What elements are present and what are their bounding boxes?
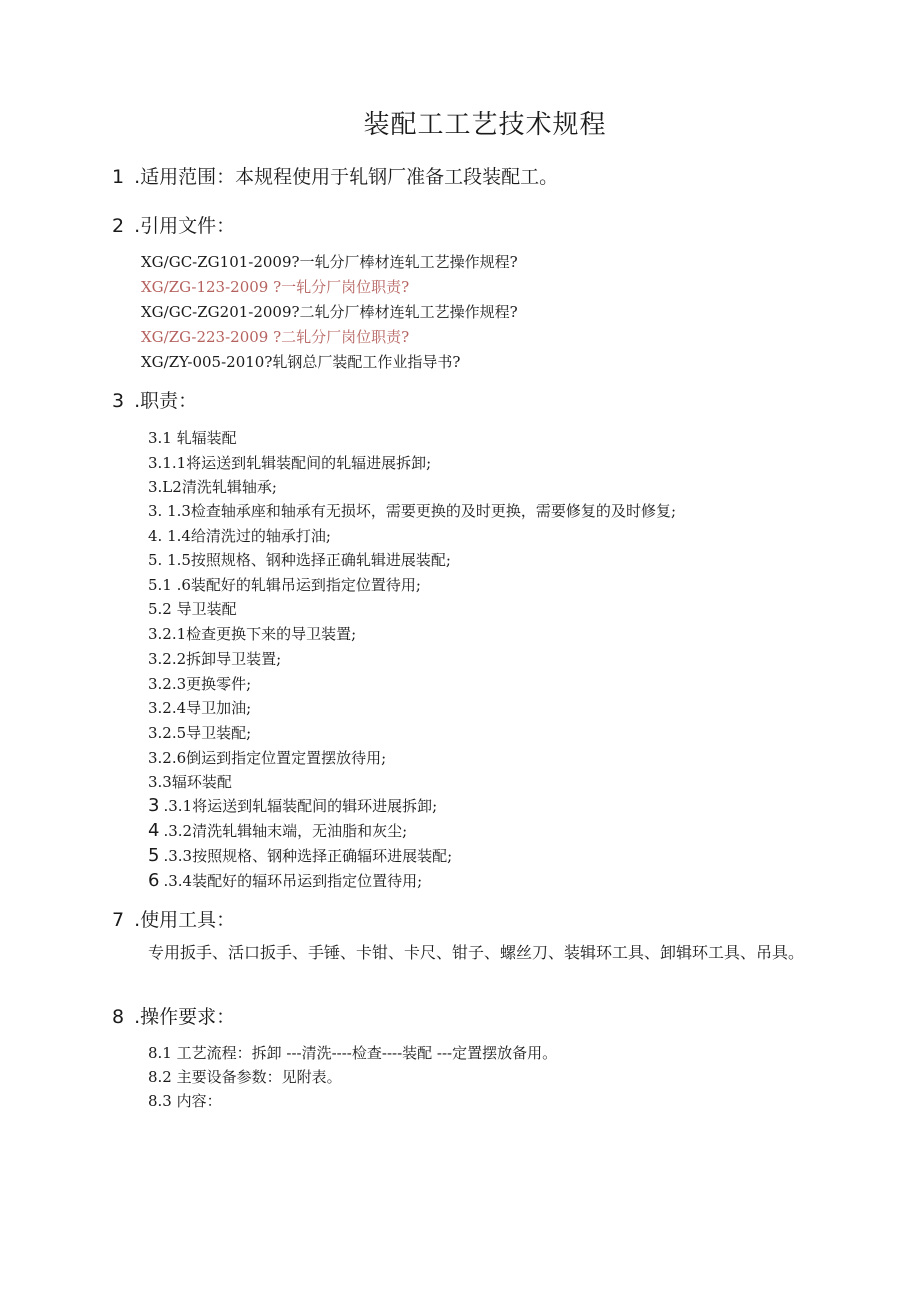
reference-item: XG/GC-ZG101-2009?一轧分厂棒材连轧工艺操作规程? [141, 253, 518, 271]
requirement-item: 8.1 工艺流程：拆卸 ---清洗----检查----装配 ---定置摆放备用。 [148, 1044, 558, 1062]
item-number: 3 [148, 795, 160, 816]
section-text: .操作要求： [134, 1006, 236, 1028]
tools-paragraph: 专用扳手、活口扳手、手锤、卡钳、卡尺、钳子、螺丝刀、装辑环工具、卸辑环工具、吊具。 [148, 943, 805, 962]
duty-item: 3.2.2拆卸导卫装置; [148, 650, 282, 668]
section-number: 7 [112, 909, 125, 931]
duty-item: 3. 1.3检查轴承座和轴承有无损坏，需要更换的及时更换，需要修复的及时修复; [148, 502, 676, 520]
duty-item: 3.2.4导卫加油; [148, 699, 252, 717]
section-2-heading [112, 211, 235, 238]
section-1-heading [112, 162, 558, 189]
section-text: .适用范围：本规程使用于轧钢厂准备工段装配工。 [134, 166, 559, 188]
item-text: .3.2清洗轧辑轴末端，无油脂和灰尘; [163, 822, 408, 840]
section-text: .引用文件： [134, 215, 236, 237]
item-number: 4 [148, 820, 160, 841]
duty-item-numbered [148, 845, 452, 866]
section-number: 3 [112, 390, 125, 412]
duty-item: 5.2 导卫装配 [148, 600, 237, 618]
section-7-heading [112, 905, 235, 932]
duty-item: 3.2.3更换零件; [148, 675, 252, 693]
item-number: 5 [148, 845, 160, 866]
document-title: 装配工工艺技术规程 [363, 110, 607, 140]
item-number: 6 [148, 870, 160, 891]
reference-item: XG/ZG-223-2009 ?二轧分厂岗位职责? [141, 328, 410, 346]
duty-item: 4. 1.4给清洗过的轴承打油; [148, 527, 331, 545]
duty-item: 3.1 轧辐装配 [148, 429, 237, 447]
duty-item-numbered [148, 820, 407, 841]
item-text: .3.1将运送到轧辐装配间的辑环进展拆卸; [163, 797, 438, 815]
duty-item: 3.L2清洗轧辑轴承; [148, 478, 277, 496]
section-number: 1 [112, 166, 125, 188]
duty-item: 5.1 .6装配好的轧辑吊运到指定位置待用; [148, 576, 421, 594]
duty-item: 3.2.5导卫装配; [148, 724, 252, 742]
duty-item: 3.2.1检查更换下来的导卫装置; [148, 625, 357, 643]
section-3-heading [112, 386, 197, 413]
reference-item: XG/ZY-005-2010?轧钢总厂装配工作业指导书? [141, 353, 461, 371]
item-text: .3.3按照规格、钢种选择正确辐环进展装配; [163, 847, 453, 865]
reference-item: XG/GC-ZG201-2009?二轧分厂棒材连轧工艺操作规程? [141, 303, 518, 321]
requirement-item: 8.2 主要设备参数：见附表。 [148, 1068, 342, 1086]
duty-item: 3.1.1将运送到轧辑装配间的轧辐进展拆卸; [148, 454, 432, 472]
section-number: 8 [112, 1006, 125, 1028]
duty-item: 3.2.6倒运到指定位置定置摆放待用; [148, 749, 387, 767]
duty-item: 5. 1.5按照规格、钢种选择正确轧辑进展装配; [148, 551, 451, 569]
requirement-item: 8.3 内容： [148, 1092, 222, 1110]
duty-item-numbered [148, 795, 437, 816]
item-text: .3.4装配好的辐环吊运到指定位置待用; [163, 872, 423, 890]
duty-item: 3.3辐环装配 [148, 773, 232, 791]
duty-item-numbered [148, 870, 422, 891]
section-text: .使用工具： [134, 909, 236, 931]
reference-item: XG/ZG-123-2009 ?一轧分厂岗位职责? [141, 278, 410, 296]
section-text: .职责： [134, 390, 198, 412]
section-number: 2 [112, 215, 125, 237]
section-8-heading [112, 1002, 235, 1029]
